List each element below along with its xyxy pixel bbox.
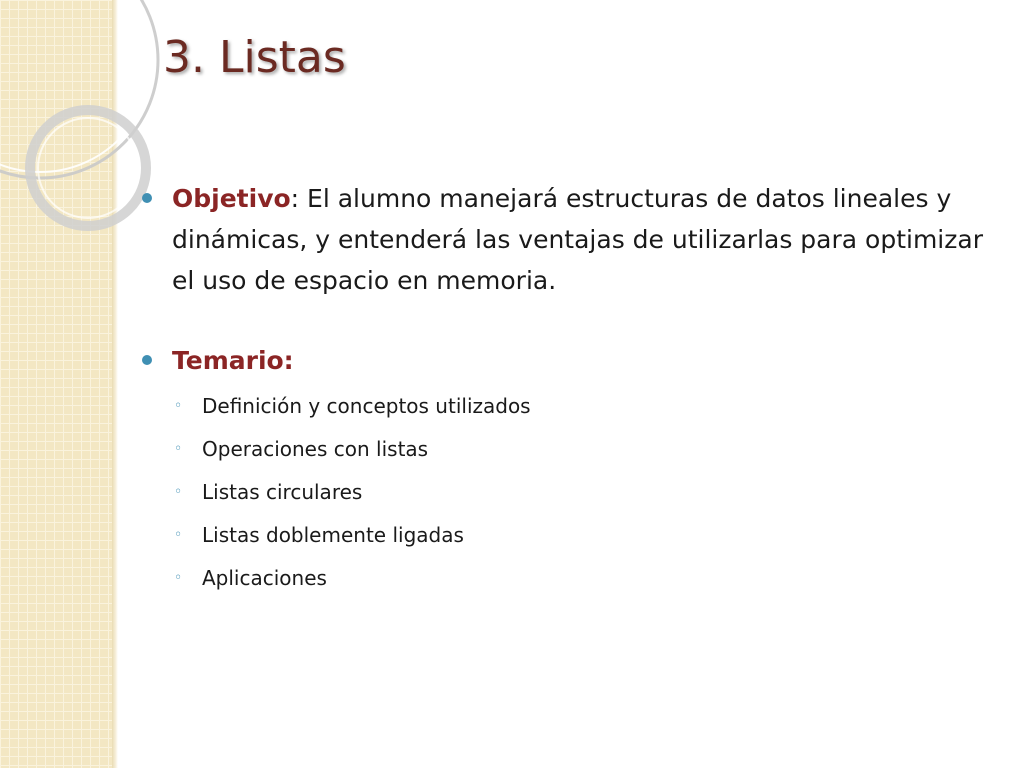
list-item [140,385,1010,428]
hollow-bullet-icon: ◦ [174,441,183,457]
list-item [140,514,1010,557]
slide-title: 3. Listas [163,32,346,83]
list-item-label: Listas circulares [202,480,363,504]
temario-label: Temario: [172,346,294,375]
hollow-bullet-icon: ◦ [174,570,183,586]
objetivo-item [140,178,1010,301]
list-item [140,557,1010,600]
list-item [140,428,1010,471]
list-item-label: Operaciones con listas [202,437,429,461]
hollow-bullet-icon: ◦ [174,484,183,500]
hollow-bullet-icon: ◦ [174,398,183,414]
slide-content [140,178,1010,600]
objetivo-label: Objetivo [172,184,291,213]
list-item-label: Definición y conceptos utilizados [202,394,531,418]
list-item-label: Aplicaciones [202,566,327,590]
bullet-icon [142,355,152,365]
temario-list [140,385,1010,600]
list-item [140,471,1010,514]
list-item-label: Listas doblemente ligadas [202,523,464,547]
objetivo-text: : El alumno manejará estructuras de datos lineales y dinámicas, y entenderá las ventajas de utilizarlas para optimizar el uso de espacio en memoria. [172,184,983,295]
hollow-bullet-icon: ◦ [174,527,183,543]
temario-item [140,340,1010,381]
bullet-icon [142,193,152,203]
